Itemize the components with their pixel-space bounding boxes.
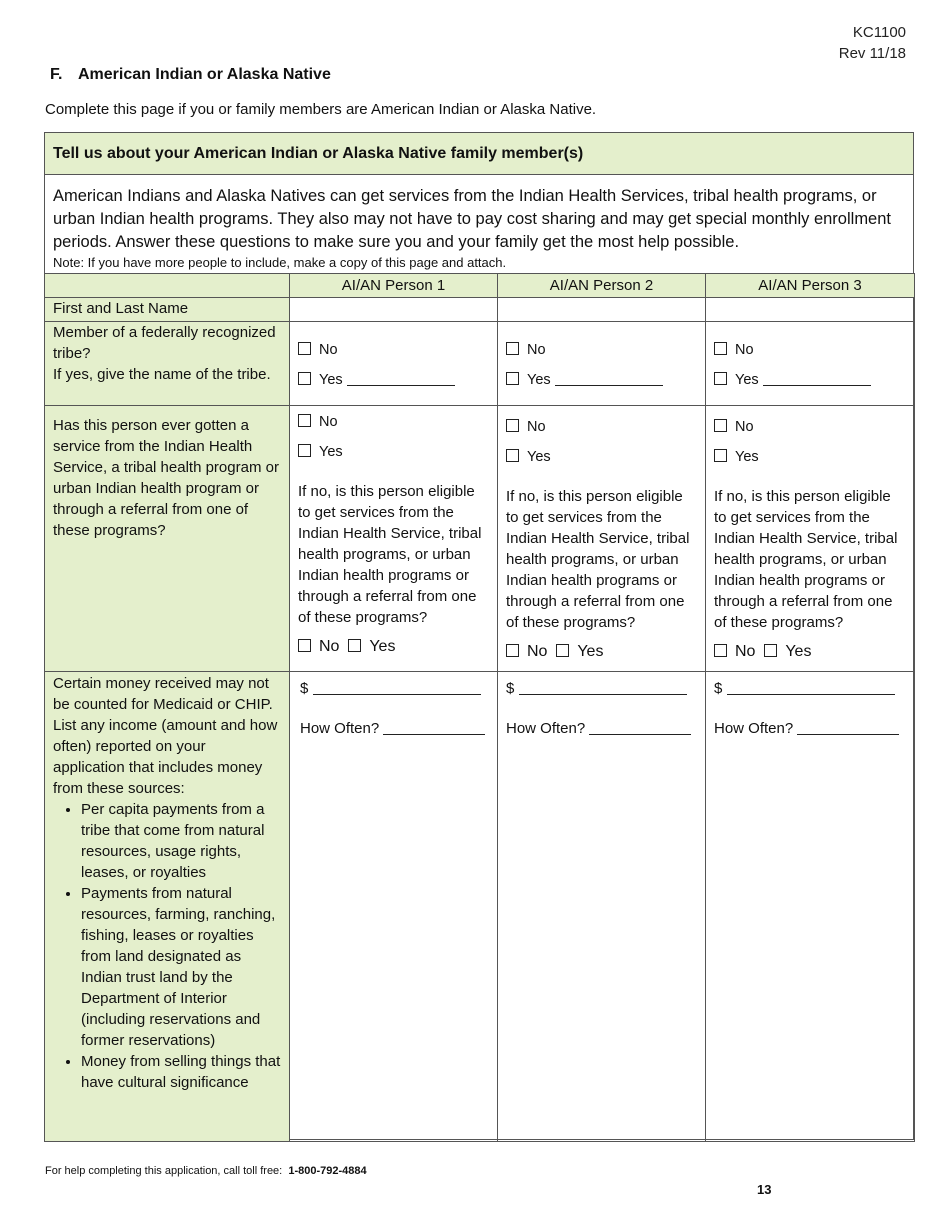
eligible-no-checkbox-2[interactable] [506, 644, 519, 657]
list-item: • Per capita payments from a tribe that come from natural resources, usage rights, leases, or royalties [81, 799, 281, 883]
name-label: First and Last Name [45, 298, 290, 322]
service-no-checkbox-1[interactable] [298, 414, 311, 427]
tribe-yes-checkbox-1[interactable] [298, 372, 311, 385]
page-number: 13 [757, 1182, 772, 1197]
eligible-question: If no, is this person eligible to get services from the Indian Health Service, tribal health programs, or urban Indian health programs or through a referral from one of these programs? [298, 483, 482, 626]
eligible-yes-checkbox-1[interactable] [348, 639, 361, 652]
form-code [839, 22, 906, 64]
no-label: No [527, 643, 548, 660]
tribe-cell-person-3 [706, 322, 915, 406]
no-label: No [527, 342, 546, 358]
tribe-yes-checkbox-3[interactable] [714, 372, 727, 385]
yes-label: Yes [369, 638, 396, 655]
yes-label: Yes [577, 643, 604, 660]
tribe-no-checkbox-3[interactable] [714, 342, 727, 355]
name-field-person-2[interactable] [498, 298, 706, 322]
no-label: No [735, 342, 754, 358]
tribe-cell-person-2 [498, 322, 706, 406]
service-cell-person-2 [498, 406, 706, 672]
no-label: No [527, 419, 546, 435]
eligible-yes-checkbox-3[interactable] [764, 644, 777, 657]
yes-label: Yes [527, 449, 551, 465]
box-description: American Indians and Alaska Natives can get services from the Indian Health Services, tribal health programs, or urban Indian health programs. They also may not have to pay cost sharing and may get special monthly enrollment periods. Answer these questions to make sure you and your family get the most help possible. [53, 187, 891, 251]
yes-label: Yes [735, 372, 759, 388]
income-cell-person-3 [706, 672, 915, 1142]
aian-form-box [44, 132, 914, 1140]
service-cell-person-3 [706, 406, 915, 672]
service-yes-checkbox-2[interactable] [506, 449, 519, 462]
section-title [50, 66, 331, 84]
tribe-followup: If yes, give the name of the tribe. [53, 366, 271, 383]
service-no-checkbox-2[interactable] [506, 419, 519, 432]
dollar-sign: $ [300, 680, 309, 697]
no-label: No [319, 414, 338, 430]
eligible-question: If no, is this person eligible to get services from the Indian Health Service, tribal health programs, or urban Indian health programs or through a referral from one of these programs? [714, 488, 898, 631]
box-note: Note: If you have more people to include, make a copy of this page and attach. [53, 255, 507, 270]
tribe-yes-checkbox-2[interactable] [506, 372, 519, 385]
yes-label: Yes [319, 444, 343, 460]
amount-line-1[interactable] [313, 680, 481, 695]
service-yes-checkbox-1[interactable] [298, 444, 311, 457]
corner-cell [45, 274, 290, 298]
eligible-yes-checkbox-2[interactable] [556, 644, 569, 657]
tribe-cell-person-1 [290, 322, 498, 406]
amount-line-3[interactable] [727, 680, 895, 695]
intro-text: Complete this page if you or family members are American Indian or Alaska Native. [45, 101, 597, 118]
name-field-person-1[interactable] [290, 298, 498, 322]
form-revision: Rev 11/18 [838, 45, 906, 62]
how-often-label: How Often? [714, 720, 794, 737]
service-label [45, 406, 290, 672]
tribe-question: Member of a federally recognized tribe? [53, 324, 276, 362]
yes-label: Yes [319, 372, 343, 388]
eligible-no-checkbox-1[interactable] [298, 639, 311, 652]
name-field-person-3[interactable] [706, 298, 915, 322]
how-often-line-1[interactable] [383, 720, 485, 735]
dollar-sign: $ [506, 680, 515, 697]
income-cell-person-1 [290, 672, 498, 1142]
tribe-name-line-3[interactable] [763, 371, 871, 386]
how-often-label: How Often? [506, 720, 586, 737]
footer-help [45, 1165, 367, 1177]
how-often-line-3[interactable] [797, 720, 899, 735]
tribe-label [45, 322, 290, 406]
column-header-person-2: AI/AN Person 2 [498, 274, 706, 298]
tribe-no-checkbox-2[interactable] [506, 342, 519, 355]
no-label: No [735, 643, 756, 660]
tribe-no-checkbox-1[interactable] [298, 342, 311, 355]
service-no-checkbox-3[interactable] [714, 419, 727, 432]
help-text: For help completing this application, call toll free: [45, 1165, 283, 1177]
dollar-sign: $ [714, 680, 723, 697]
section-letter: F. [50, 66, 63, 83]
no-label: No [319, 342, 338, 358]
service-question: Has this person ever gotten a service from the Indian Health Service, a tribal health program or urban Indian health program or through a referral from one of these programs? [53, 417, 279, 539]
service-yes-checkbox-3[interactable] [714, 449, 727, 462]
yes-label: Yes [527, 372, 551, 388]
eligible-no-checkbox-3[interactable] [714, 644, 727, 657]
form-number: KC1100 [852, 24, 906, 41]
list-item: • Money from selling things that have cultural significance [81, 1051, 281, 1093]
help-phone: 1-800-792-4884 [288, 1165, 367, 1177]
amount-line-2[interactable] [519, 680, 687, 695]
income-label [45, 672, 290, 1142]
service-cell-person-1 [290, 406, 498, 672]
section-heading: American Indian or Alaska Native [78, 66, 331, 83]
column-header-person-3: AI/AN Person 3 [706, 274, 915, 298]
yes-label: Yes [785, 643, 812, 660]
list-item: • Payments from natural resources, farming, ranching, fishing, leases or royalties from land designated as Indian trust land by the Department of Interior (including reservations and former reservations) [81, 883, 281, 1051]
aian-table [44, 273, 915, 1142]
income-cell-person-2 [498, 672, 706, 1142]
income-sources-list [53, 799, 281, 1093]
yes-label: Yes [735, 449, 759, 465]
eligible-question: If no, is this person eligible to get services from the Indian Health Service, tribal health programs, or urban Indian health programs or through a referral from one of these programs? [506, 488, 690, 631]
box-header: Tell us about your American Indian or Alaska Native family member(s) [45, 133, 913, 175]
how-often-label: How Often? [300, 720, 380, 737]
how-often-line-2[interactable] [589, 720, 691, 735]
tribe-name-line-1[interactable] [347, 371, 455, 386]
no-label: No [319, 638, 340, 655]
tribe-name-line-2[interactable] [555, 371, 663, 386]
income-question: Certain money received may not be counted for Medicaid or CHIP. List any income (amount and how often) reported on your application that includes money from these sources: [53, 675, 278, 797]
column-header-person-1: AI/AN Person 1 [290, 274, 498, 298]
no-label: No [735, 419, 754, 435]
